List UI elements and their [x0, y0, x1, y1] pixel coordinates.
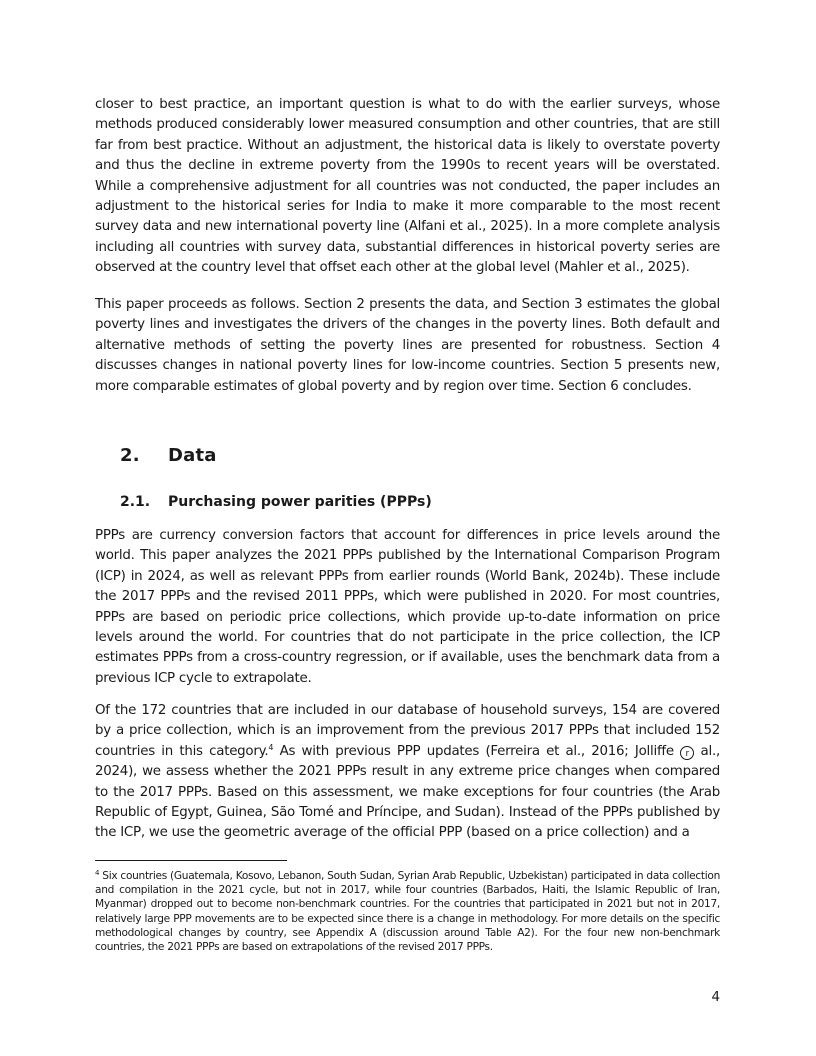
subsection-heading [120, 494, 432, 510]
paragraph-text-part: al., 2024), we assess whether the 2021 PPPs result in any extreme price changes when compared to the 2017 PPPs. Based on this assessment, we make exceptions for four countries (the Arab Republic of Egypt, Guinea, São Tomé and Príncipe, and Sudan). Instead of the PPPs published by the ICP, we use the geometric average of the official PPP (based on a price collection) and a [95, 743, 720, 841]
page-number: 4 [711, 990, 720, 1005]
paragraph-paper-outline: This paper proceeds as follows. Section 2 presents the data, and Section 3 estimates the global poverty lines and investigates the drivers of the changes in the poverty lines. Both default and alternative methods of setting the poverty lines are presented for robustness. Section 4 discusses changes in national poverty lines for low-income countries. Section 5 presents new, more comparable estimates of global poverty and by region over time. Section 6 concludes. [95, 297, 720, 394]
subsection-title: Purchasing power parities (PPPs) [168, 494, 432, 510]
section-number: 2. [120, 445, 140, 466]
paragraph-text-part: Of the 172 countries that are included in our database of household surveys, 154 are covered by a price collection, which is an improvement from the previous 2017 PPPs that included 152 countries in this category. [95, 703, 720, 759]
footnote-reference[interactable]: 4 [268, 742, 274, 752]
circled-r-mark: r [680, 746, 694, 760]
paragraph-text-part: As with previous PPP updates (Ferreira et al., 2016; Jolliffe [273, 743, 681, 759]
section-title: Data [168, 445, 217, 466]
footnote [95, 869, 720, 954]
paragraph-continuation: closer to best practice, an important question is what to do with the earlier surveys, whose methods produced considerably lower measured consumption and other countries, that are still far from best practice. Without an adjustment, the historical data is likely to overstate poverty and thus the decline in extreme poverty from the 1990s to recent years will be overstated. While a comprehensive adjustment for all countries was not conducted, the paper includes an adjustment to the historical series for India to make it more comparable to the most recent survey data and new international poverty line (Alfani et al., 2025). In a more complete analysis including all countries with survey data, substantial differences in historical poverty series are observed at the country level that offset each other at the global level (Mahler et al., 2025). [95, 97, 720, 276]
paragraph-ppp-intro: PPPs are currency conversion factors that account for differences in price levels around the world. This paper analyzes the 2021 PPPs published by the International Comparison Program (ICP) in 2024, as well as relevant PPPs from earlier rounds (World Bank, 2024b). These include the 2017 PPPs and the revised 2011 PPPs, which were published in 2020. For most countries, PPPs are based on periodic price collections, which provide up-to-date information on price levels around the world. For countries that do not participate in the price collection, the ICP estimates PPPs from a cross-country regression, or if available, uses the benchmark data from a previous ICP cycle to extrapolate. [95, 528, 720, 686]
subsection-number: 2.1. [120, 494, 151, 510]
paragraph-countries-coverage [95, 701, 720, 844]
footnote-separator [95, 860, 287, 861]
section-heading [120, 445, 217, 466]
footnote-text: Six countries (Guatemala, Kosovo, Lebanon, South Sudan, Syrian Arab Republic, Uzbekistan) participated in data collection and compilation in the 2021 cycle, but not in 2017, while four countries (Barbados, Haiti, the Islamic Republic of Iran, Myanmar) dropped out to become non-benchmark countries. For the countries that participated in 2021 but not in 2017, relatively large PPP movements are to be expected since there is a change in methodology. For more details on the specific methodological changes by country, see Appendix A (discussion around Table A2). For the four new non-benchmark countries, the 2021 PPPs are based on extrapolations of the revised 2017 PPPs. [95, 870, 720, 954]
footnote-number: 4 [95, 869, 100, 877]
